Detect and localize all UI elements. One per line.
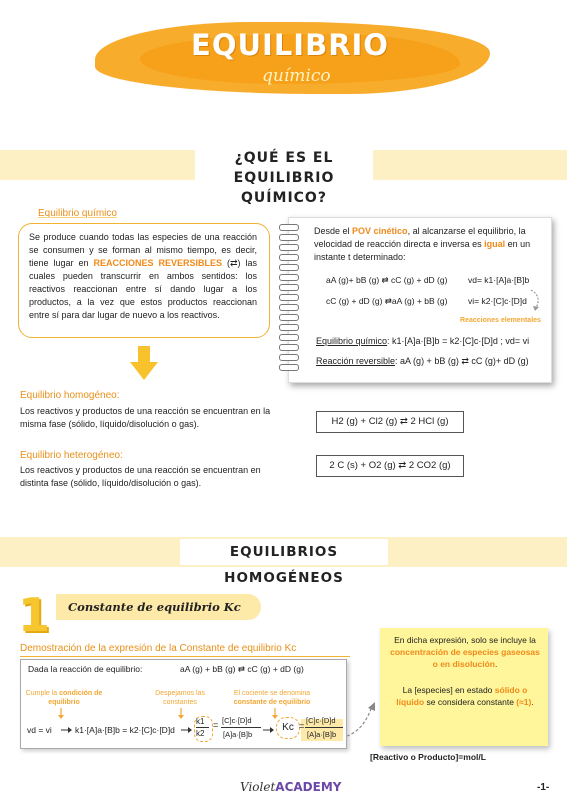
definition-label: Equilibrio químico	[38, 208, 117, 219]
homogeneous-text: Los reactivos y productos de una reacción se encuentran en la misma fase (sólido, líquido/disolución o gas).	[20, 406, 271, 429]
kc-numerator: [C]c·[D]d	[306, 716, 336, 725]
units-note: [Reactivo o Producto]=mol/L	[370, 752, 486, 762]
dashed-arrow-icon	[344, 700, 378, 740]
down-arrow-icon	[128, 346, 160, 382]
arrow-right-icon	[181, 726, 193, 734]
homogeneous-label: Equilibrio homogéneo:	[20, 390, 120, 401]
k1: k1	[196, 717, 205, 726]
fraction-bar	[221, 727, 261, 728]
reverse-reaction: cC (g) + dD (g) ⇄aA (g) + bB (g)	[326, 296, 448, 306]
homogeneous-formula: H2 (g) + Cl2 (g) ⇄ 2 HCl (g)	[316, 411, 464, 433]
forward-rate: vd= k1·[A]a·[B]b	[468, 275, 530, 285]
brand-logo: VioletACADEMY	[240, 780, 342, 794]
section-heading-line1: ¿QUÉ ES EL EQUILIBRIO	[233, 150, 335, 186]
reverse-rate: vi= k2·[C]c·[D]d	[468, 296, 527, 306]
k2: k2	[196, 729, 205, 738]
equals-sign: =	[299, 721, 305, 731]
heterogeneous-formula: 2 C (s) + O2 (g) ⇄ 2 CO2 (g)	[316, 455, 464, 477]
curved-arrow-icon	[528, 288, 544, 312]
arrow-right-icon	[263, 726, 275, 734]
arrow-down-small-icon	[270, 708, 280, 720]
notepad-intro: Desde el POV cinético, al alcanzarse el equilibrio, la velocidad de reacción directa e inversa es igual en un instante t determinado:	[314, 226, 531, 262]
fraction-bar	[305, 727, 343, 728]
page-number: -1-	[537, 782, 550, 793]
heterogeneous-text: Los reactivos y productos de una reacción se encuentran en distinta fase (sólido, líquido/disolución o gas).	[20, 465, 261, 488]
frac-numerator: [C]c·[D]d	[222, 716, 252, 725]
given-label: Dada la reacción de equilibrio:	[28, 664, 143, 674]
page-title: EQUILIBRIO	[191, 28, 389, 62]
demo-title: Demostración de la expresión de la Constante de equilibrio Kc	[20, 643, 297, 654]
section-heading-2: EQUILIBRIOS HOMOGÉNEOS	[180, 539, 388, 565]
frac-denominator: [A]a·[B]b	[223, 730, 253, 739]
arrow-right-icon	[61, 726, 73, 734]
reversible-reaction: Reacción reversible: aA (g) + bB (g) ⇄ cC (g)+ dD (g)	[316, 356, 529, 366]
note-isolate: Despejamos las constantes	[155, 690, 205, 706]
equals-sign: =	[213, 720, 219, 730]
note-quotient: El cociente se denomina constante de equilibrio	[233, 690, 311, 706]
reversible-highlight: REACCIONES REVERSIBLES	[93, 258, 222, 268]
equilibrium-condition: Equilibrio químico: k1·[A]a·[B]b = k2·[C]c·[D]d ; vd= vi	[316, 336, 530, 346]
kc-denominator: [A]a·[B]b	[307, 730, 337, 739]
note-condition: Cumple la condición de equilibrio	[25, 690, 103, 706]
demo-title-underline	[20, 656, 350, 657]
definition-text: Se produce cuando todas las especies de una reacción se consumen y se forman al mismo tiempo, es decir, tiene lugar en REACCIONES REVERSIBLES (⇄) las cuales pueden transcurrir en ambos sentidos: los reactivos reaccionan entre sí dando lugar a los productos, a la vez que estos productos reaccionan entre sí para dar lugar de nuevo a los reactivos.	[29, 232, 257, 320]
heterogeneous-label: Equilibrio heterogéneo:	[20, 450, 123, 461]
pov-highlight: POV cinético	[352, 226, 408, 236]
kc-title: Constante de equilibrio Kc	[68, 600, 241, 614]
section-number: 1	[18, 588, 51, 642]
step-rates-equal: k1·[A]a·[B]b = k2·[C]c·[D]d	[75, 725, 175, 735]
forward-reaction: aA (g)+ bB (g) ⇄ cC (g) + dD (g)	[326, 275, 448, 285]
fraction-bar	[196, 727, 209, 728]
step-condition: vd = vi	[27, 725, 52, 735]
given-equation: aA (g) + bB (g) ⇄ cC (g) + dD (g)	[180, 664, 304, 674]
page-subtitle: químico	[262, 66, 331, 86]
arrow-down-small-icon	[176, 708, 186, 720]
section-heading-line2: QUÍMICO?	[241, 190, 327, 206]
igual-highlight: igual	[484, 239, 506, 249]
elementary-label: Reacciones elementales	[460, 317, 541, 324]
section-heading	[195, 148, 373, 208]
arrow-down-small-icon	[56, 708, 66, 720]
sticky-paragraph-2: La [especies] en estado sólido o líquido se considera constante (≈1).	[396, 685, 534, 707]
kc-symbol: Kc	[276, 717, 300, 739]
sticky-paragraph-1: En dicha expresión, solo se incluye la concentración de especies gaseosas o en disolución.	[390, 635, 540, 669]
